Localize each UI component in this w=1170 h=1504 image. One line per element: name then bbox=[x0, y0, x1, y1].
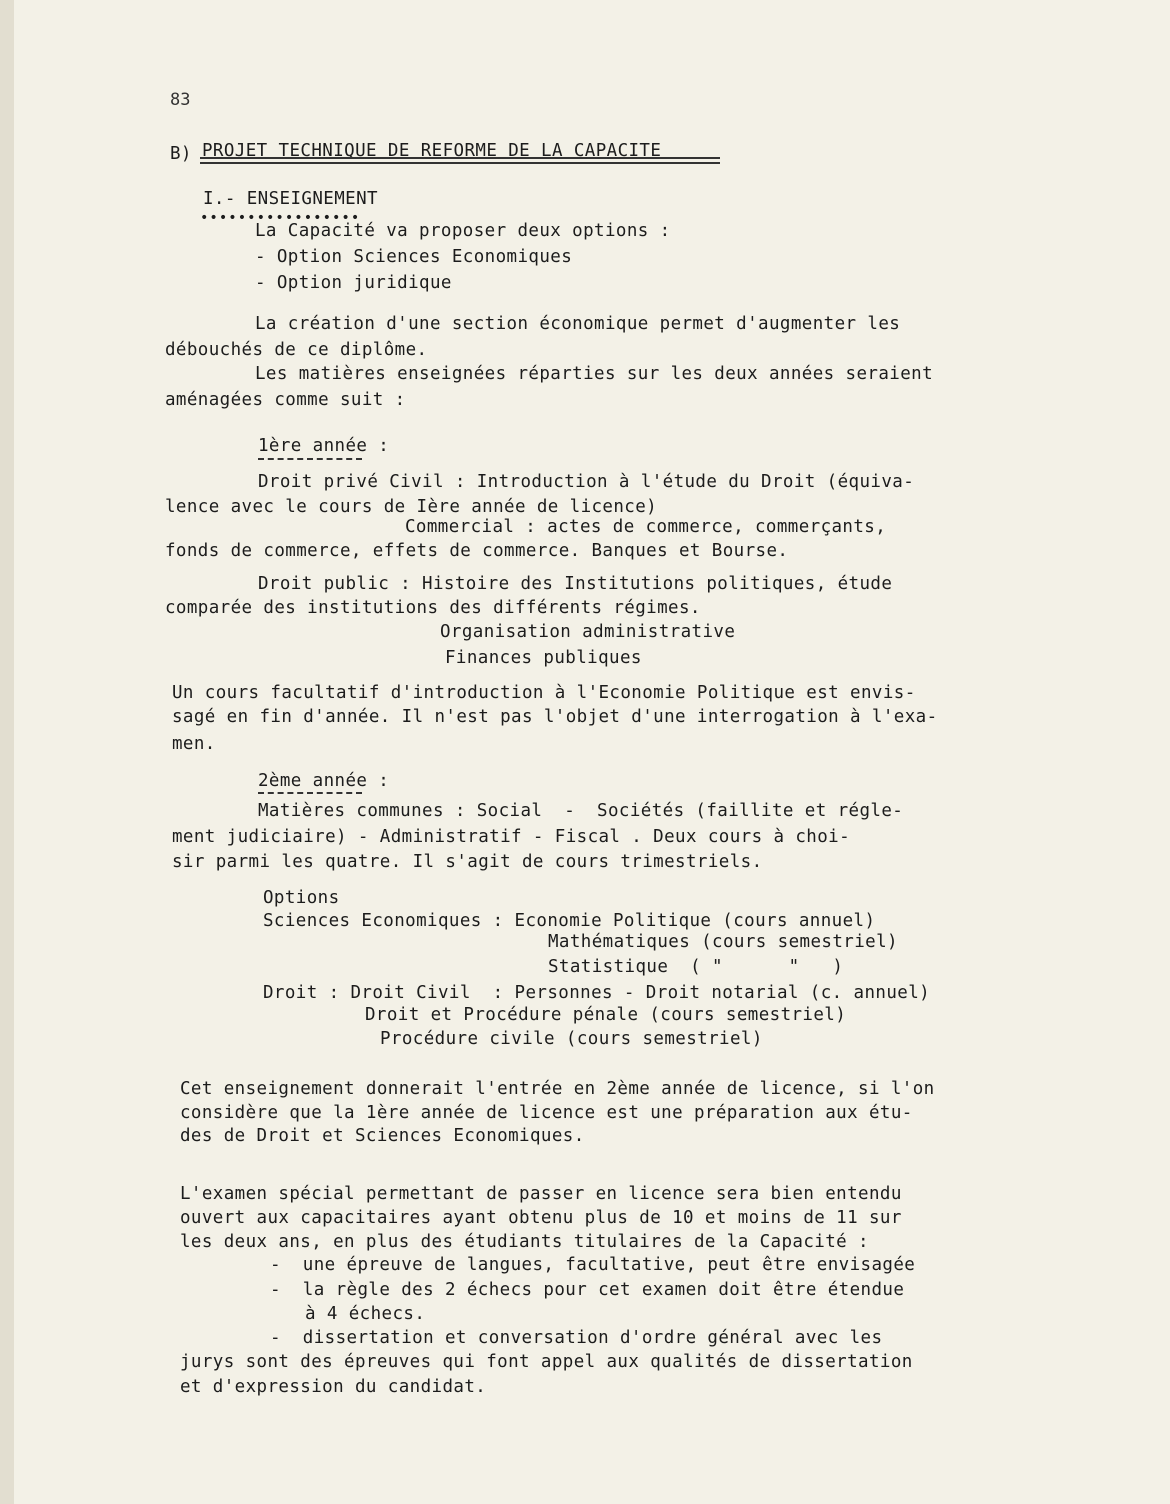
text-line: - dissertation et conversation d'ordre général avec les bbox=[270, 1328, 883, 1348]
text-line: et d'expression du candidat. bbox=[180, 1377, 487, 1397]
year-heading: 2ème année : bbox=[258, 771, 390, 791]
text-line: débouchés de ce diplôme. bbox=[165, 340, 428, 360]
text-line: Finances publiques bbox=[445, 648, 642, 668]
text-line: les deux ans, en plus des étudiants titulaires de la Capacité : bbox=[180, 1232, 869, 1252]
year-heading-underline bbox=[258, 458, 362, 460]
text-line: Mathématiques (cours semestriel) bbox=[548, 932, 898, 952]
text-line: aménagées comme suit : bbox=[165, 390, 406, 410]
text-line: - la règle des 2 échecs pour cet examen doit être étendue bbox=[270, 1280, 905, 1300]
text-line: ment judiciaire) - Administratif - Fiscal . Deux cours à choi- bbox=[172, 827, 851, 847]
subsection-dotted-underline: ••••••••••••••••• bbox=[200, 210, 361, 226]
text-line: Un cours facultatif d'introduction à l'Economie Politique est envis- bbox=[172, 683, 916, 703]
text-line: Droit et Procédure pénale (cours semestriel) bbox=[365, 1005, 847, 1025]
text-line: Statistique ( " " ) bbox=[548, 957, 844, 977]
text-line: La Capacité va proposer deux options : bbox=[255, 221, 671, 241]
text-line: Matières communes : Social - Sociétés (faillite et régle- bbox=[258, 801, 904, 821]
text-line: comparée des institutions des différents régimes. bbox=[165, 598, 701, 618]
text-line: ouvert aux capacitaires ayant obtenu plus de 10 et moins de 11 sur bbox=[180, 1208, 902, 1228]
text-line: sagé en fin d'année. Il n'est pas l'objet d'une interrogation à l'exa- bbox=[172, 707, 938, 727]
text-line: Sciences Economiques : Economie Politique (cours annuel) bbox=[263, 911, 876, 931]
text-line: considère que la 1ère année de licence est une préparation aux étu- bbox=[180, 1103, 913, 1123]
text-line: Commercial : actes de commerce, commerçants, bbox=[405, 517, 887, 537]
text-line: Options bbox=[263, 888, 340, 908]
text-line: L'examen spécial permettant de passer en licence sera bien entendu bbox=[180, 1184, 902, 1204]
text-line: - Option juridique bbox=[255, 273, 452, 293]
text-line: Organisation administrative bbox=[440, 622, 736, 642]
title-double-underline bbox=[200, 157, 720, 164]
text-line: Cet enseignement donnerait l'entrée en 2ème année de licence, si l'on bbox=[180, 1079, 935, 1099]
text-line: La création d'une section économique permet d'augmenter les bbox=[255, 314, 901, 334]
text-line: Droit public : Histoire des Institutions politiques, étude bbox=[258, 574, 893, 594]
text-line: des de Droit et Sciences Economiques. bbox=[180, 1126, 585, 1146]
text-line: - une épreuve de langues, facultative, peut être envisagée bbox=[270, 1255, 916, 1275]
section-title: PROJET TECHNIQUE DE REFORME DE LA CAPACITE bbox=[202, 141, 662, 161]
year-heading-underline bbox=[258, 792, 362, 794]
text-line: men. bbox=[172, 734, 216, 754]
text-line: jurys sont des épreuves qui font appel aux qualités de dissertation bbox=[180, 1352, 913, 1372]
text-line: sir parmi les quatre. Il s'agit de cours trimestriels. bbox=[172, 852, 763, 872]
text-line: Droit : Droit Civil : Personnes - Droit notarial (c. annuel) bbox=[263, 983, 931, 1003]
text-line: fonds de commerce, effets de commerce. Banques et Bourse. bbox=[165, 541, 789, 561]
year-heading: 1ère année : bbox=[258, 436, 390, 456]
subsection-title: I.- ENSEIGNEMENT bbox=[203, 189, 378, 209]
page-number: 83 bbox=[170, 90, 191, 110]
text-line: Droit privé Civil : Introduction à l'étude du Droit (équiva- bbox=[258, 472, 915, 492]
text-line: Procédure civile (cours semestriel) bbox=[380, 1029, 763, 1049]
section-prefix: B) bbox=[170, 144, 192, 164]
text-line: à 4 échecs. bbox=[305, 1304, 426, 1324]
text-line: lence avec le cours de Ière année de licence) bbox=[165, 497, 658, 517]
text-line: - Option Sciences Economiques bbox=[255, 247, 573, 267]
text-line: Les matières enseignées réparties sur les deux années seraient bbox=[255, 364, 934, 384]
page-edge bbox=[0, 0, 14, 1504]
